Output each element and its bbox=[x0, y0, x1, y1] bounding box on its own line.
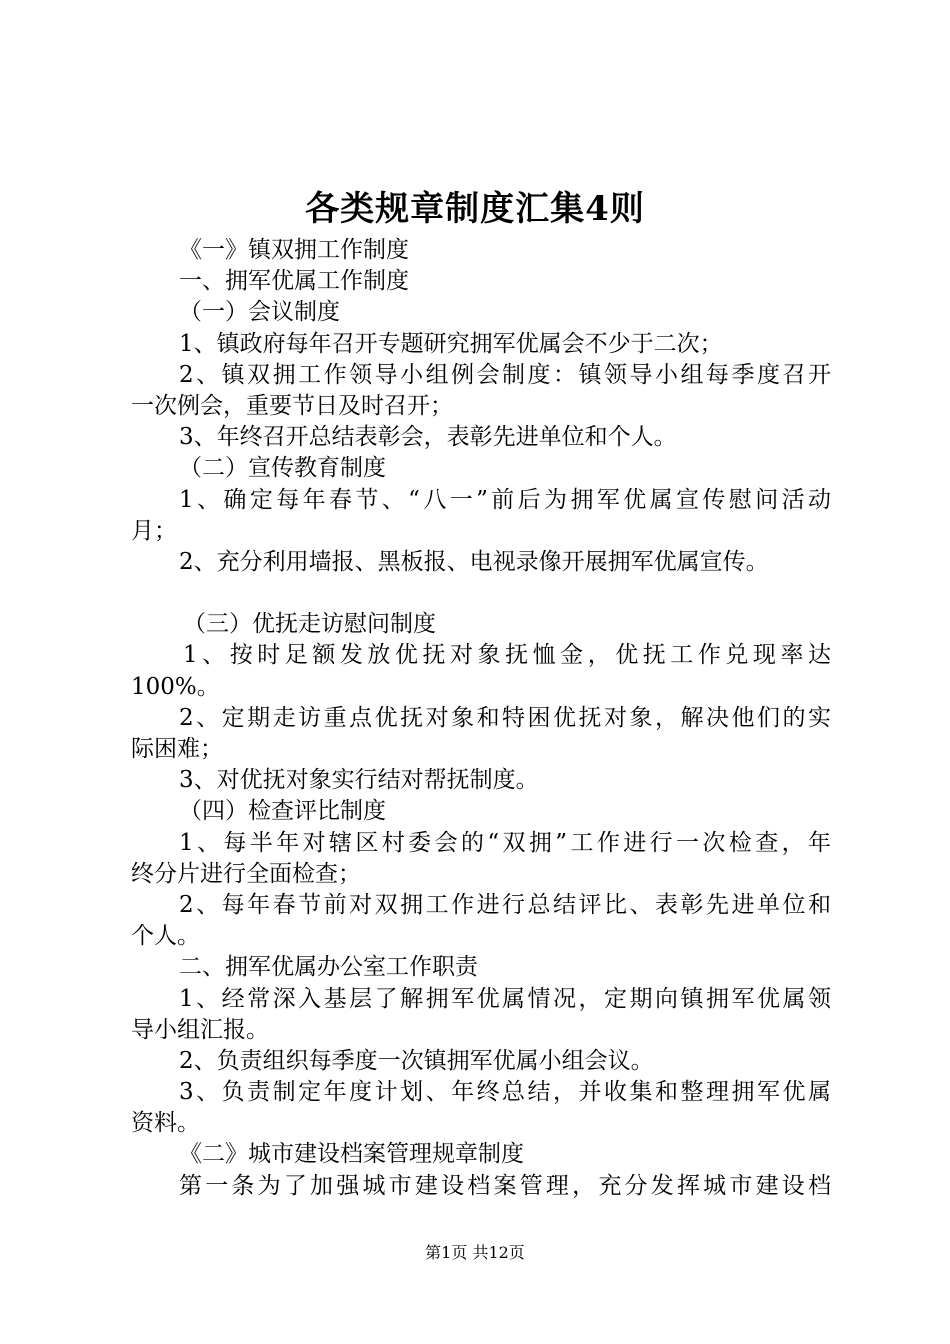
paragraph-line: 2、负责组织每季度一次镇拥军优属小组会议。 bbox=[179, 1047, 654, 1074]
paragraph-line: 2、镇双拥工作领导小组例会制度：镇领导小组每季度召开 bbox=[179, 361, 831, 388]
paragraph-line: 际困难； bbox=[131, 736, 223, 762]
paragraph-line: 2、每年春节前对双拥工作进行总结评比、表彰先进单位和 bbox=[179, 891, 831, 918]
paragraph-line: 3、对优抚对象实行结对帮抚制度。 bbox=[179, 767, 539, 794]
paragraph-line: 第一条为了加强城市建设档案管理，充分发挥城市建设档 bbox=[179, 1172, 831, 1199]
paragraph-line: 终分片进行全面检查； bbox=[131, 860, 361, 887]
page-footer: 第1页 共12页 bbox=[425, 1243, 525, 1262]
paragraph-line: 个人。 bbox=[131, 923, 200, 950]
paragraph-line: 3、年终召开总结表彰会，表彰先进单位和个人。 bbox=[179, 424, 677, 451]
paragraph-line: 一、拥军优属工作制度 bbox=[179, 268, 409, 295]
paragraph-line: 导小组汇报。 bbox=[131, 1016, 269, 1043]
paragraph-line: 1、确定每年春节、“八一”前后为拥军优属宣传慰问活动 bbox=[179, 486, 831, 513]
paragraph-line: 1、镇政府每年召开专题研究拥军优属会不少于二次； bbox=[179, 330, 723, 357]
paragraph-line: 1、每半年对辖区村委会的“双拥”工作进行一次检查，年 bbox=[179, 829, 831, 856]
document-title: 各类规章制度汇集4则 bbox=[305, 189, 645, 229]
paragraph-line: 二、拥军优属办公室工作职责 bbox=[179, 954, 478, 981]
blank-line bbox=[131, 578, 831, 609]
paragraph-line: 2、充分利用墙报、黑板报、电视录像开展拥军优属宣传。 bbox=[179, 548, 769, 575]
paragraph-line: 月； bbox=[131, 517, 177, 544]
paragraph-line: （四）检查评比制度 bbox=[179, 798, 386, 825]
paragraph-line: 2、定期走访重点优抚对象和特困优抚对象，解决他们的实 bbox=[179, 704, 831, 731]
paragraph-line: 1、经常深入基层了解拥军优属情况，定期向镇拥军优属领 bbox=[179, 985, 831, 1012]
paragraph-line: （三）优抚走访慰问制度 bbox=[183, 611, 436, 638]
paragraph-line: 一次例会，重要节日及时召开； bbox=[131, 392, 453, 419]
paragraph-line: 100%。 bbox=[131, 673, 220, 700]
paragraph-line: （二）宣传教育制度 bbox=[179, 455, 386, 482]
document-body bbox=[131, 235, 831, 1202]
paragraph-line: 《一》镇双拥工作制度 bbox=[179, 237, 409, 263]
paragraph-line: （一）会议制度 bbox=[179, 299, 340, 326]
paragraph-line: 3、负责制定年度计划、年终总结，并收集和整理拥军优属 bbox=[179, 1079, 831, 1106]
paragraph-line: 《二》城市建设档案管理规章制度 bbox=[179, 1141, 524, 1168]
paragraph-line: 1、按时足额发放优抚对象抚恤金，优抚工作兑现率达 bbox=[183, 642, 831, 669]
paragraph-line: 资料。 bbox=[131, 1110, 200, 1137]
